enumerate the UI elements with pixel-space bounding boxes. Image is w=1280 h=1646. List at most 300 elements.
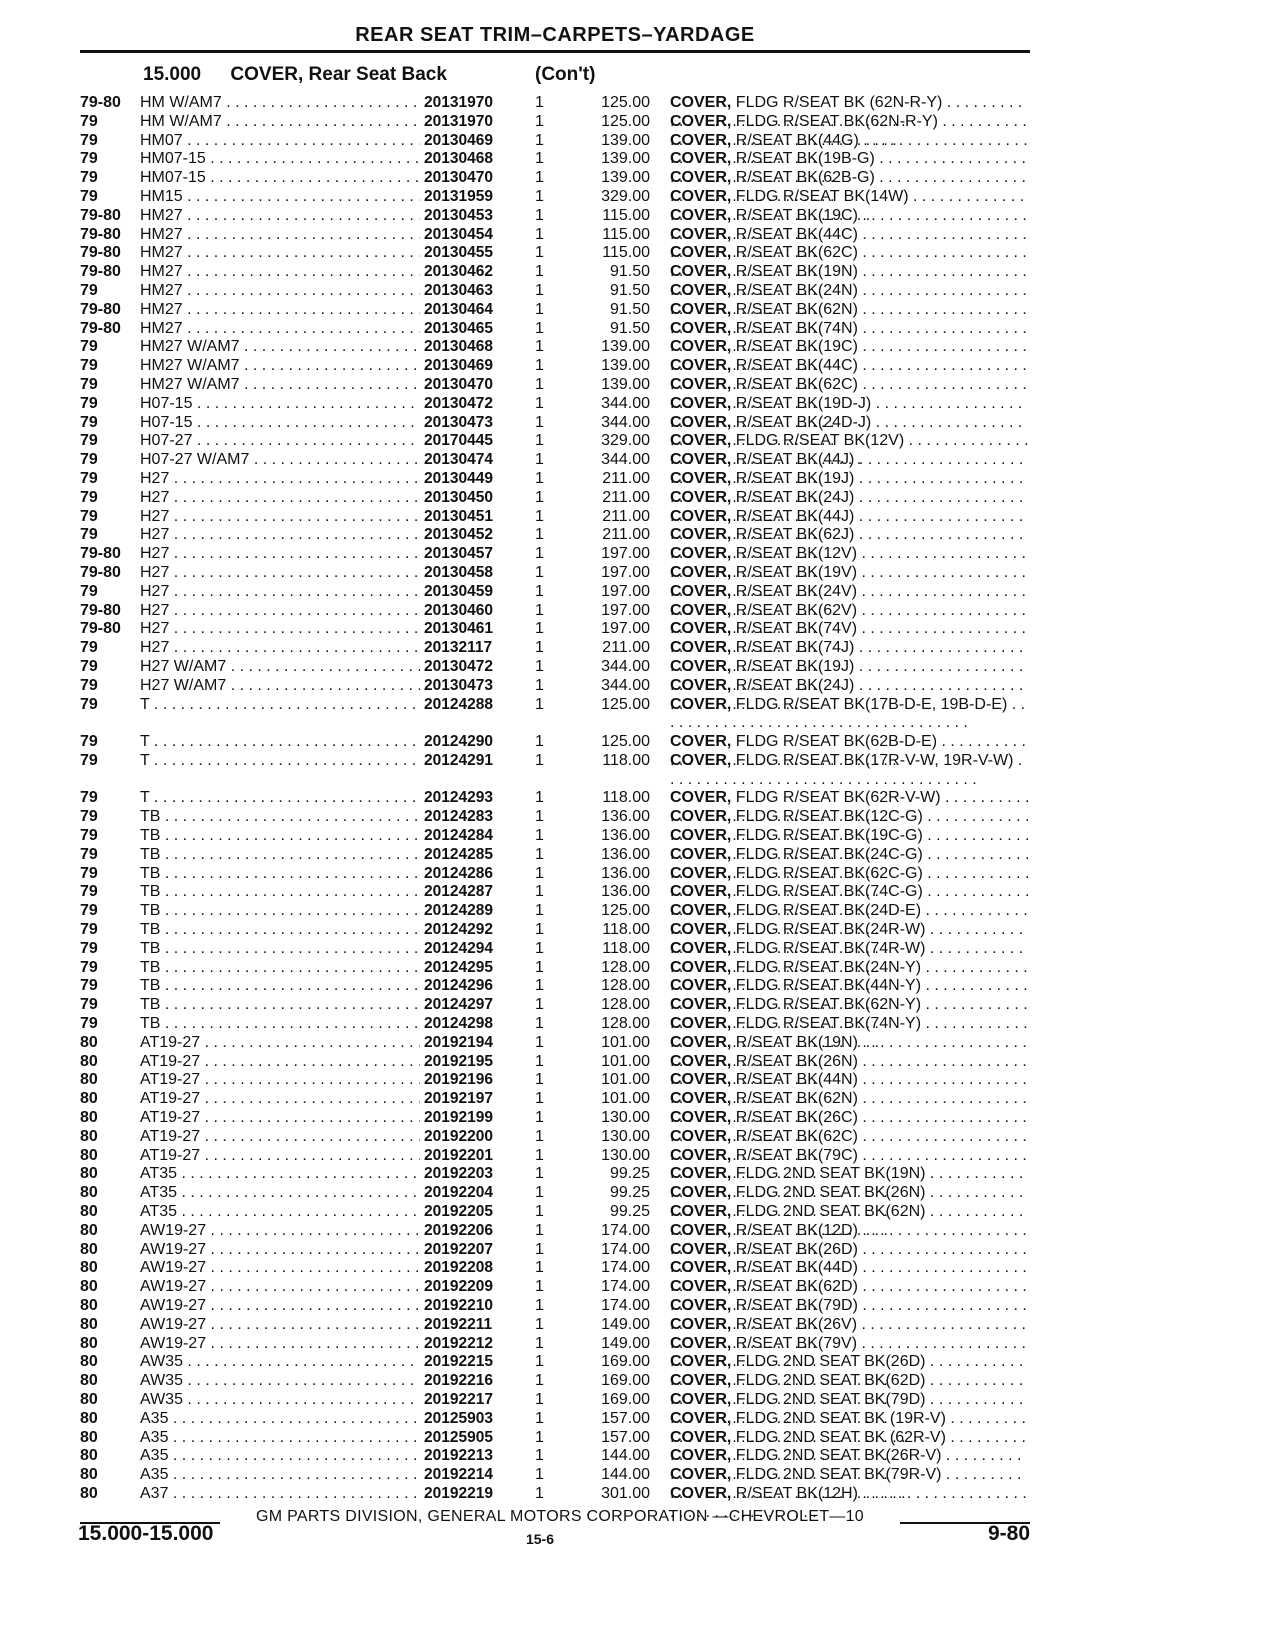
table-row — [80, 846, 1030, 865]
description-text: FLDG R/SEAT BK(74N-Y) . . . — [670, 1015, 1028, 1051]
price-cell: 136.00 — [601, 845, 650, 863]
price-cell: 174.00 — [601, 1259, 650, 1277]
table-row — [80, 338, 1030, 357]
table-row — [80, 1203, 1030, 1222]
description-text: R/SEAT BK(19C) . . . — [670, 338, 1027, 374]
table-row — [80, 902, 1030, 921]
price-cell: 136.00 — [601, 827, 650, 845]
model-cell: AW19-27 . . . — [140, 1297, 480, 1316]
price-cell: 211.00 — [602, 469, 650, 487]
part-number-cell: 20192219 — [420, 1485, 516, 1504]
table-row — [80, 583, 1030, 602]
model-cell: AW35 . . . — [140, 1353, 480, 1372]
year-cell: 80 — [80, 1203, 98, 1221]
model-cell: TB . . . — [140, 865, 480, 884]
price-cell: 99.25 — [609, 1184, 650, 1202]
quantity-cell: 1 — [535, 902, 544, 920]
description-text: R/SEAT BK(26V) . . . — [670, 1316, 1026, 1352]
part-number-cell: 20192212 — [420, 1335, 516, 1354]
year-cell: 79 — [80, 751, 98, 769]
year-cell: 79 — [80, 845, 98, 863]
quantity-cell: 1 — [535, 695, 544, 713]
description-text: FLDG R/SEAT BK(19C-G) . . . — [670, 827, 1029, 863]
description-keyword: COVER, — [670, 883, 732, 901]
description-keyword: COVER, — [670, 413, 732, 431]
year-cell: 79 — [80, 150, 98, 168]
year-cell: 79-80 — [80, 601, 121, 619]
quantity-cell: 1 — [535, 545, 544, 563]
description-text: FLDG R/SEAT BK(44N-Y) . . . — [670, 977, 1028, 1013]
parts-list — [80, 94, 1030, 1504]
quantity-cell: 1 — [535, 1278, 544, 1296]
price-cell: 118.00 — [602, 939, 650, 957]
part-number-cell: 20124292 — [420, 921, 516, 940]
price-cell: 211.00 — [602, 526, 650, 544]
quantity-cell: 1 — [535, 375, 544, 393]
part-number-cell: 20130470 — [420, 169, 516, 188]
year-cell: 79 — [80, 676, 98, 694]
table-row — [80, 977, 1030, 996]
description-keyword: COVER, — [670, 751, 732, 769]
part-number-cell: 20124293 — [420, 789, 516, 808]
description-keyword: COVER, — [670, 1409, 732, 1427]
year-cell: 80 — [80, 1353, 98, 1371]
model-cell: H27 . . . — [140, 545, 480, 564]
quantity-cell: 1 — [535, 169, 544, 187]
table-row — [80, 226, 1030, 245]
description-keyword: COVER, — [670, 94, 732, 111]
description-keyword: COVER, — [670, 187, 732, 205]
year-cell: 79 — [80, 695, 98, 713]
table-row — [80, 414, 1030, 433]
part-number-cell: 20130473 — [420, 677, 516, 696]
model-cell: H27 . . . — [140, 620, 480, 639]
quantity-cell: 1 — [535, 676, 544, 694]
year-cell: 79 — [80, 394, 98, 412]
year-cell: 80 — [80, 1447, 98, 1465]
quantity-cell: 1 — [535, 1109, 544, 1127]
year-cell: 80 — [80, 1165, 98, 1183]
year-cell: 79 — [80, 639, 98, 657]
price-cell: 139.00 — [601, 338, 650, 356]
year-cell: 79 — [80, 169, 98, 187]
part-number-cell: 20192199 — [420, 1109, 516, 1128]
model-cell: TB . . . — [140, 959, 480, 978]
description-text: FLDG 2ND SEAT BK (19R-V) . . . — [670, 1410, 1026, 1446]
price-cell: 157.00 — [601, 1409, 650, 1427]
year-cell: 80 — [80, 1109, 98, 1127]
description-keyword: COVER, — [670, 996, 732, 1014]
model-cell: HM W/AM7 . . . — [140, 113, 480, 132]
description-keyword: COVER, — [670, 789, 732, 807]
table-row — [80, 432, 1030, 451]
year-cell: 80 — [80, 1071, 98, 1089]
year-cell: 80 — [80, 1278, 98, 1296]
model-cell: H07-15 . . . — [140, 395, 480, 414]
table-row — [80, 658, 1030, 677]
year-cell: 80 — [80, 1259, 98, 1277]
table-row — [80, 1466, 1030, 1485]
part-number-cell: 20124297 — [420, 996, 516, 1015]
price-cell: 211.00 — [602, 507, 650, 525]
description-keyword: COVER, — [670, 545, 732, 563]
part-number-cell: 20192203 — [420, 1165, 516, 1184]
description-text: FLDG 2ND SEAT BK (62R-V) . . . — [670, 1429, 1026, 1465]
quantity-cell: 1 — [535, 563, 544, 581]
model-cell: A35 . . . — [140, 1466, 480, 1485]
description-keyword: COVER, — [670, 1390, 732, 1408]
section-name: COVER, Rear Seat Back — [230, 64, 447, 85]
quantity-cell: 1 — [535, 469, 544, 487]
price-cell: 139.00 — [601, 169, 650, 187]
description-keyword: COVER, — [670, 1184, 732, 1202]
quantity-cell: 1 — [535, 281, 544, 299]
description-keyword: COVER, — [670, 432, 732, 450]
quantity-cell: 1 — [535, 1353, 544, 1371]
part-number-cell: 20124284 — [420, 827, 516, 846]
part-number-cell: 20192195 — [420, 1053, 516, 1072]
year-cell: 79 — [80, 827, 98, 845]
model-cell: HM27 . . . — [140, 263, 480, 282]
part-number-cell: 20130461 — [420, 620, 516, 639]
quantity-cell: 1 — [535, 883, 544, 901]
year-cell: 79 — [80, 432, 98, 450]
quantity-cell: 1 — [535, 939, 544, 957]
part-number-cell: 20192209 — [420, 1278, 516, 1297]
description-keyword: COVER, — [670, 1033, 732, 1051]
quantity-cell: 1 — [535, 1447, 544, 1465]
model-cell: AT19-27 . . . — [140, 1034, 480, 1053]
section-continued: (Con't) — [535, 64, 596, 85]
table-row — [80, 940, 1030, 959]
description-text: R/SEAT BK(24N) . . . — [670, 282, 1027, 318]
description-keyword: COVER, — [670, 1447, 732, 1465]
model-cell: AT35 . . . — [140, 1203, 480, 1222]
description-keyword: COVER, — [670, 1428, 732, 1446]
table-row — [80, 1429, 1030, 1448]
description-keyword: COVER, — [670, 1146, 732, 1164]
description-text: R/SEAT BK(19N) . . . — [670, 1034, 1027, 1070]
description-text: R/SEAT BK(24J) . . . — [670, 489, 1023, 525]
table-row — [80, 113, 1030, 132]
price-cell: 99.25 — [609, 1203, 650, 1221]
model-cell: HM15 . . . — [140, 188, 480, 207]
table-row — [80, 959, 1030, 978]
part-number-cell: 20130474 — [420, 451, 516, 470]
model-cell: AT19-27 . . . — [140, 1147, 480, 1166]
quantity-cell: 1 — [535, 1466, 544, 1484]
part-number-cell: 20130468 — [420, 150, 516, 169]
price-cell: 329.00 — [601, 432, 650, 450]
description-keyword: COVER, — [670, 1109, 732, 1127]
part-number-cell: 20192208 — [420, 1259, 516, 1278]
table-row — [80, 1165, 1030, 1184]
part-number-cell: 20130473 — [420, 414, 516, 433]
table-row — [80, 620, 1030, 639]
part-number-cell: 20124295 — [420, 959, 516, 978]
year-cell: 80 — [80, 1221, 98, 1239]
price-cell: 344.00 — [601, 676, 650, 694]
part-number-cell: 20124286 — [420, 865, 516, 884]
description-keyword: COVER, — [670, 469, 732, 487]
description-text: FLDG R/SEAT BK(17B-D-E, 19B-D-E) . . . — [670, 696, 1025, 732]
model-cell: AW19-27 . . . — [140, 1259, 480, 1278]
price-cell: 149.00 — [601, 1334, 650, 1352]
model-cell: H27 . . . — [140, 583, 480, 602]
year-cell: 79 — [80, 469, 98, 487]
description-keyword: COVER, — [670, 977, 732, 995]
table-row — [80, 602, 1030, 621]
year-cell: 79 — [80, 996, 98, 1014]
quantity-cell: 1 — [535, 432, 544, 450]
quantity-cell: 1 — [535, 1240, 544, 1258]
price-cell: 197.00 — [601, 563, 650, 581]
model-cell: AT19-27 . . . — [140, 1109, 480, 1128]
description-keyword: COVER, — [670, 958, 732, 976]
price-cell: 130.00 — [601, 1109, 650, 1127]
model-cell: TB . . . — [140, 808, 480, 827]
year-cell: 79 — [80, 657, 98, 675]
year-cell: 80 — [80, 1409, 98, 1427]
year-cell: 80 — [80, 1146, 98, 1164]
price-cell: 91.50 — [609, 263, 650, 281]
price-cell: 344.00 — [601, 413, 650, 431]
price-cell: 91.50 — [609, 281, 650, 299]
table-row — [80, 1241, 1030, 1260]
description-text: R/SEAT BK(44D) . . . — [670, 1259, 1027, 1295]
price-cell: 118.00 — [602, 921, 650, 939]
part-number-cell: 20130451 — [420, 508, 516, 527]
quantity-cell: 1 — [535, 1146, 544, 1164]
year-cell: 80 — [80, 1240, 98, 1258]
model-cell: T . . . — [140, 789, 480, 808]
year-cell: 79 — [80, 187, 98, 205]
table-row — [80, 244, 1030, 263]
table-row — [80, 1278, 1030, 1297]
quantity-cell: 1 — [535, 921, 544, 939]
quantity-cell: 1 — [535, 1090, 544, 1108]
description-keyword: COVER, — [670, 1071, 732, 1089]
part-number-cell: 20192207 — [420, 1241, 516, 1260]
model-cell: TB . . . — [140, 846, 480, 865]
model-cell: H27 W/AM7 . . . — [140, 658, 480, 677]
footer-range: 15.000-15.000 — [78, 1522, 214, 1545]
quantity-cell: 1 — [535, 639, 544, 657]
table-row — [80, 1090, 1030, 1109]
year-cell: 80 — [80, 1127, 98, 1145]
table-row — [80, 865, 1030, 884]
year-cell: 79 — [80, 939, 98, 957]
description-keyword: COVER, — [670, 131, 732, 149]
table-row — [80, 489, 1030, 508]
model-cell: AT35 . . . — [140, 1184, 480, 1203]
description-text: R/SEAT BK(62J) . . . — [670, 526, 1023, 562]
part-number-cell: 20124296 — [420, 977, 516, 996]
year-cell: 80 — [80, 1033, 98, 1051]
description-text: R/SEAT BK(19N) . . . — [670, 263, 1027, 299]
year-cell: 79 — [80, 451, 98, 469]
price-cell: 197.00 — [601, 545, 650, 563]
year-cell: 79 — [80, 977, 98, 995]
description-keyword: COVER, — [670, 620, 732, 638]
model-cell: AW19-27 . . . — [140, 1241, 480, 1260]
table-row — [80, 827, 1030, 846]
part-number-cell: 20130464 — [420, 301, 516, 320]
description-text: FLDG R/SEAT BK(62N-Y) . . . — [670, 996, 1028, 1032]
description-keyword: COVER, — [670, 281, 732, 299]
quantity-cell: 1 — [535, 300, 544, 318]
year-cell: 80 — [80, 1184, 98, 1202]
model-cell: H27 W/AM7 . . . — [140, 677, 480, 696]
description-text: FLDG R/SEAT BK(12C-G) . . . — [670, 808, 1029, 844]
price-cell: 344.00 — [601, 394, 650, 412]
description-keyword: COVER, — [670, 1353, 732, 1371]
year-cell: 79-80 — [80, 244, 121, 262]
year-cell: 79-80 — [80, 563, 121, 581]
year-cell: 79 — [80, 733, 98, 751]
price-cell: 125.00 — [601, 733, 650, 751]
table-row — [80, 883, 1030, 902]
price-cell: 136.00 — [601, 864, 650, 882]
footer-page-number: 15-6 — [525, 1531, 555, 1547]
description-keyword: COVER, — [670, 1015, 732, 1033]
table-row — [80, 282, 1030, 301]
price-cell: 211.00 — [602, 488, 650, 506]
quantity-cell: 1 — [535, 338, 544, 356]
description-keyword: COVER, — [670, 1203, 732, 1221]
year-cell: 79-80 — [80, 545, 121, 563]
description-keyword: COVER, — [670, 169, 732, 187]
description-keyword: COVER, — [670, 1090, 732, 1108]
model-cell: AT19-27 . . . — [140, 1090, 480, 1109]
year-cell: 79-80 — [80, 94, 121, 111]
table-row — [80, 526, 1030, 545]
model-cell: TB . . . — [140, 940, 480, 959]
model-cell: TB . . . — [140, 977, 480, 996]
model-cell: TB . . . — [140, 902, 480, 921]
price-cell: 139.00 — [601, 150, 650, 168]
year-cell: 79 — [80, 789, 98, 807]
price-cell: 169.00 — [601, 1390, 650, 1408]
quantity-cell: 1 — [535, 150, 544, 168]
description-text: R/SEAT BK(44N) . . . — [670, 1071, 1027, 1107]
description-text: R/SEAT BK(44J) . . . — [670, 451, 1023, 487]
description-keyword: COVER, — [670, 507, 732, 525]
description-keyword: COVER, — [670, 451, 732, 469]
part-number-cell: 20130450 — [420, 489, 516, 508]
year-cell: 79 — [80, 902, 98, 920]
description-text: R/SEAT BK(74J) . . . — [670, 639, 1023, 675]
year-cell: 79 — [80, 413, 98, 431]
model-cell: HM27 . . . — [140, 207, 480, 226]
description-cell — [670, 752, 1030, 790]
table-row — [80, 395, 1030, 414]
description-keyword: COVER, — [670, 150, 732, 168]
table-row — [80, 1128, 1030, 1147]
part-number-cell: 20125903 — [420, 1410, 516, 1429]
description-keyword: COVER, — [670, 1165, 732, 1183]
part-number-cell: 20192216 — [420, 1372, 516, 1391]
table-row — [80, 320, 1030, 339]
part-number-cell: 20124291 — [420, 752, 516, 771]
quantity-cell: 1 — [535, 733, 544, 751]
part-number-cell: 20192196 — [420, 1071, 516, 1090]
quantity-cell: 1 — [535, 864, 544, 882]
quantity-cell: 1 — [535, 996, 544, 1014]
part-number-cell: 20131970 — [420, 113, 516, 132]
model-cell: AW35 . . . — [140, 1372, 480, 1391]
section-heading — [143, 64, 596, 86]
description-text: R/SEAT BK(19J) . . . — [670, 470, 1023, 506]
description-keyword: COVER, — [670, 639, 732, 657]
table-row — [80, 808, 1030, 827]
description-keyword: COVER, — [670, 902, 732, 920]
model-cell: HM W/AM7 . . . — [140, 94, 480, 113]
table-row — [80, 1109, 1030, 1128]
quantity-cell: 1 — [535, 451, 544, 469]
quantity-cell: 1 — [535, 225, 544, 243]
description-text: R/SEAT BK(24V) . . . — [670, 583, 1026, 619]
table-row — [80, 150, 1030, 169]
description-text: FLDG 2ND SEAT BK(62N) . . . — [670, 1203, 1023, 1239]
year-cell: 80 — [80, 1466, 98, 1484]
year-cell: 79 — [80, 338, 98, 356]
description-text: FLDG R/SEAT BK(62B-D-E) . . . — [670, 733, 1026, 769]
model-cell: TB . . . — [140, 883, 480, 902]
part-number-cell: 20192205 — [420, 1203, 516, 1222]
model-cell: T . . . — [140, 696, 480, 715]
description-text: R/SEAT BK(44C) . . . — [670, 226, 1027, 262]
price-cell: 128.00 — [601, 1015, 650, 1033]
part-number-cell: 20130453 — [420, 207, 516, 226]
year-cell: 79-80 — [80, 319, 121, 337]
part-number-cell: 20130470 — [420, 376, 516, 395]
price-cell: 169.00 — [601, 1353, 650, 1371]
part-number-cell: 20124289 — [420, 902, 516, 921]
description-text: R/SEAT BK(79V) . . . — [670, 1335, 1026, 1371]
year-cell: 79-80 — [80, 225, 121, 243]
quantity-cell: 1 — [535, 319, 544, 337]
description-keyword: COVER, — [670, 1334, 732, 1352]
price-cell: 301.00 — [601, 1484, 650, 1502]
model-cell: HM07-15 . . . — [140, 150, 480, 169]
price-cell: 139.00 — [601, 357, 650, 375]
description-text: FLDG 2ND SEAT BK(62D) . . . — [670, 1372, 1023, 1408]
model-cell: H27 . . . — [140, 564, 480, 583]
price-cell: 91.50 — [609, 300, 650, 318]
description-text: FLDG 2ND SEAT BK(79R-V) . . . — [670, 1466, 1022, 1502]
description-text: R/SEAT BK(44C) . . . — [670, 357, 1027, 393]
year-cell: 79-80 — [80, 300, 121, 318]
description-text: R/SEAT BK(26D) . . . — [670, 1241, 1027, 1277]
description-text: FLDG R/SEAT BK(24R-W) . . . — [670, 921, 1023, 957]
table-row — [80, 639, 1030, 658]
quantity-cell: 1 — [535, 187, 544, 205]
description-keyword: COVER, — [670, 864, 732, 882]
price-cell: 115.00 — [602, 244, 650, 262]
description-keyword: COVER, — [670, 582, 732, 600]
table-row — [80, 1147, 1030, 1166]
model-cell: H27 . . . — [140, 526, 480, 545]
quantity-cell: 1 — [535, 112, 544, 130]
page-title: REAR SEAT TRIM–CARPETS–YARDAGE — [355, 24, 755, 46]
price-cell: 144.00 — [601, 1466, 650, 1484]
part-number-cell: 20170445 — [420, 432, 516, 451]
table-row — [80, 1259, 1030, 1278]
model-cell: AW19-27 . . . — [140, 1316, 480, 1335]
model-cell: AT19-27 . . . — [140, 1071, 480, 1090]
year-cell: 79 — [80, 357, 98, 375]
